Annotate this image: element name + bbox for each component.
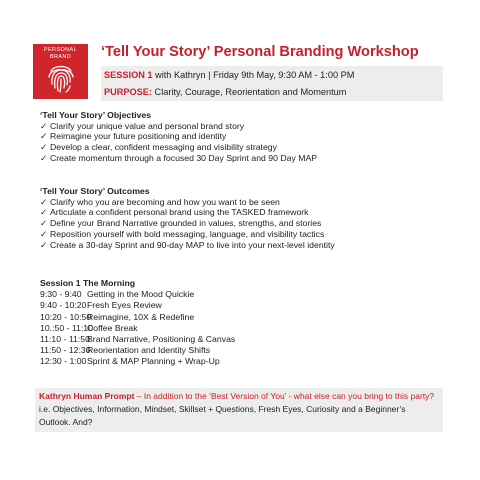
schedule-activity: Sprint & MAP Planning + Wrap-Up: [87, 356, 220, 367]
human-prompt-box: [35, 388, 443, 432]
purpose-text: Clarity, Courage, Reorientation and Momentum: [152, 87, 347, 97]
session-label: SESSION 1: [104, 70, 153, 80]
outcome-item: ✓ Reposition yourself with bold messaging, language, and visibility tactics: [40, 228, 325, 239]
check-icon: ✓: [40, 239, 48, 250]
check-icon: ✓: [40, 196, 48, 207]
schedule-section: [40, 278, 235, 368]
outcomes-heading: ‘Tell Your Story’ Outcomes: [40, 186, 150, 196]
objective-item: ✓ Clarify your unique value and personal brand story: [40, 120, 245, 131]
schedule-time: 12:30 - 1:00: [40, 356, 87, 367]
purpose-band: [101, 85, 443, 101]
workshop-title: ‘Tell Your Story’ Personal Branding Workshop: [101, 44, 419, 60]
objective-item: ✓ Reimagine your future positioning and identity: [40, 131, 227, 142]
check-icon: ✓: [40, 131, 48, 142]
outcome-item: ✓ Define your Brand Narrative grounded in values, strengths, and stories: [40, 218, 322, 229]
schedule-row: [40, 289, 235, 300]
schedule-row: [40, 334, 235, 345]
schedule-time: 9:40 - 10:20: [40, 300, 87, 311]
objectives-section: [40, 110, 317, 164]
check-icon: ✓: [40, 207, 48, 218]
schedule-row: [40, 323, 235, 334]
prompt-question: – In addition to the ‘Best Version of You’ - what else can you bring to this party?: [134, 391, 435, 401]
outcome-item: ✓ Articulate a confident personal brand using the TASKED framework: [40, 207, 309, 218]
objective-item: ✓ Develop a clear, confident messaging and visibility strategy: [40, 142, 277, 153]
purpose-label: PURPOSE:: [104, 87, 152, 97]
schedule-time: 10:20 - 10:50: [40, 311, 92, 322]
session-band: [101, 66, 443, 85]
prompt-name: Kathryn Human Prompt: [39, 391, 135, 401]
check-icon: ✓: [40, 152, 48, 163]
objective-item: ✓ Create momentum through a focused 30 Day Sprint and 90 Day MAP: [40, 152, 318, 163]
schedule-activity: Reorientation and Identity Shifts: [87, 345, 211, 356]
schedule-row: [40, 312, 235, 323]
check-icon: ✓: [40, 120, 48, 131]
schedule-time: 11:50 - 12:30: [40, 345, 91, 356]
schedule-row: [40, 300, 235, 311]
outcome-item: ✓ Create a 30-day Sprint and 90-day MAP to live into your next-level identity: [40, 239, 335, 250]
logo-line-1: PERSONAL: [43, 47, 78, 53]
schedule-activity: Reimagine, 10X & Redefine: [87, 311, 195, 322]
schedule-time: 10.:50 - 11:10: [40, 322, 93, 333]
schedule-heading: Session 1 The Morning: [40, 278, 136, 288]
check-icon: ✓: [40, 218, 48, 229]
schedule-row: [40, 345, 235, 356]
session-details: with Kathryn | Friday 9th May, 9:30 AM - 1:00 PM: [152, 70, 355, 80]
check-icon: ✓: [40, 142, 48, 153]
outcomes-section: [40, 186, 335, 250]
objectives-heading: ‘Tell Your Story’ Objectives: [40, 110, 152, 120]
personal-brand-logo: [33, 44, 88, 99]
schedule-time: 9:30 - 9:40: [40, 289, 82, 300]
fingerprint-icon: [46, 62, 76, 94]
check-icon: ✓: [40, 228, 48, 239]
schedule-activity: Fresh Eyes Review: [87, 300, 162, 311]
outcome-item: ✓ Clarify who you are becoming and how you want to be seen: [40, 196, 280, 207]
schedule-activity: Getting in the Mood Quickie: [87, 289, 195, 300]
schedule-activity: Coffee Break: [87, 322, 138, 333]
schedule-time: 11:10 - 11:50: [40, 334, 90, 345]
prompt-text: i.e. Objectives, Information, Mindset, Skillset + Questions, Fresh Eyes, Curiosity and a Beginner’s Outlook. And?: [39, 404, 406, 427]
schedule-row: [40, 356, 235, 367]
schedule-activity: Brand Narrative, Positioning & Canvas: [87, 334, 236, 345]
logo-line-2: BRAND: [49, 53, 72, 60]
